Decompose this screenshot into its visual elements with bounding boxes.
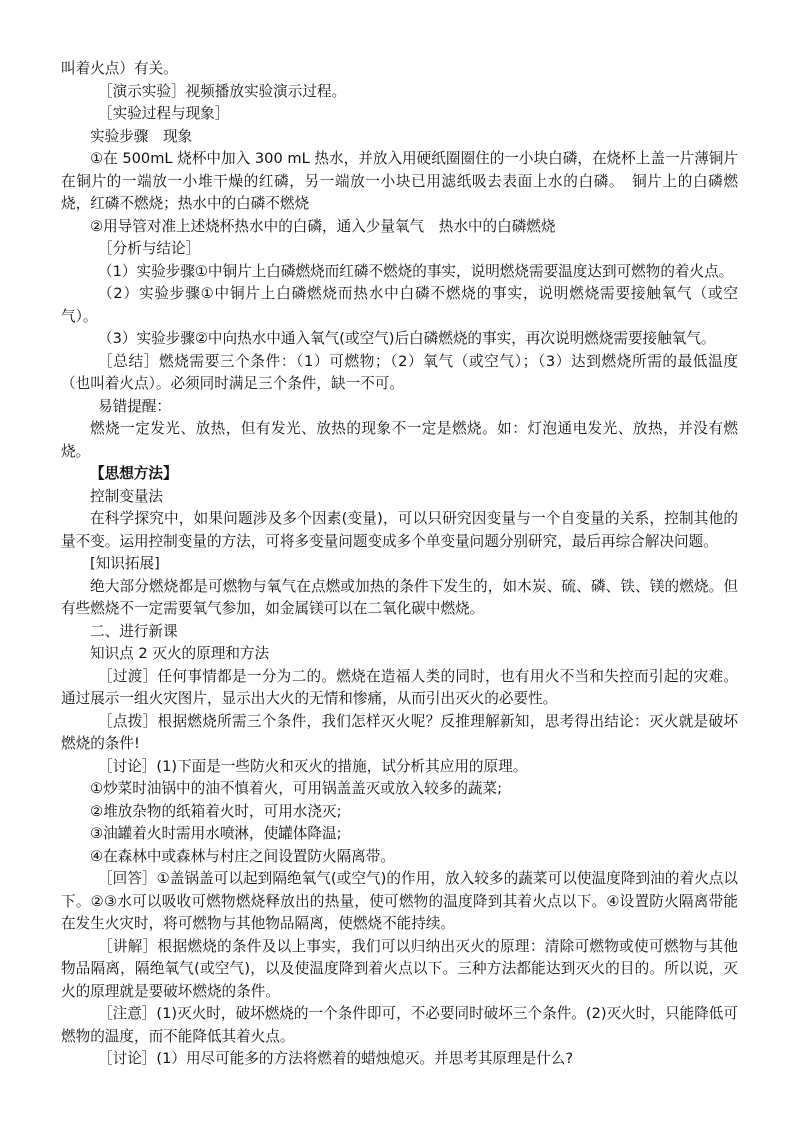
paragraph: ［总结］燃烧需要三个条件：（1）可燃物；（2）氧气（或空气）；（3）达到燃烧所需的最低温度（也叫着火点）。必须同时满足三个条件，缺一不可。 [61,352,738,392]
paragraph: ［点拨］根据燃烧所需三个条件，我们怎样灭火呢？反推理解新知，思考得出结论：灭火就是破坏燃烧的条件! [61,712,738,752]
paragraph: ［注意］(1)灭火时，破坏燃烧的一个条件即可，不必要同时破坏三个条件。(2)灭火时，只能降低可燃物的温度，而不能降低其着火点。 [61,1005,738,1045]
paragraph: ［讨论］(1)下面是一些防火和灭火的措施，试分析其应用的原理。 [98,757,528,775]
list-item: ③油罐着火时需用水喷淋，使罐体降温; [90,825,342,842]
paragraph: ［讨论］(1）用尽可能多的方法将燃着的蜡烛熄灭。并思考其原理是什么? [98,1050,574,1067]
paragraph: （3）实验步骤②中向热水中通入氧气(或空气)后白磷燃烧的事实，再次说明燃烧需要接触氧气。 [98,330,716,347]
paragraph: ［演示实验］视频播放实验演示过程。 [98,82,347,100]
experiment-step: ①在 500mL 烧杯中加入 300 mL 热水，并放入用硬纸圈圈住的一小块白磷，在烧杯上盖一片薄铜片在铜片的一端放一小堆干燥的红磷，另一端放一小块已用滤纸吸去表面上水的白磷。 铜片上的白磷燃烧，红磷不燃烧；热水中的白磷不燃烧 [61,150,738,212]
section-heading: 易错提醒： [98,397,171,415]
paragraph: ［回答］①盖锅盖可以起到隔绝氧气(或空气)的作用，放入较多的蔬菜可以使温度降到油的着火点以下。②③水可以吸收可燃物燃烧释放出的热量，使可燃物的温度降到其着火点以下。④设置防火隔离带能在发生火灾时，将可燃物与其他物品隔离，使燃烧不能持续。 [61,870,738,932]
section-heading: [知识拓展] [90,555,160,572]
paragraph: ［过渡］任何事情都是一分为二的。燃烧在造福人类的同时，也有用火不当和失控而引起的灾难。通过展示一组火灾图片，显示出大火的无情和惨痛，从而引出灭火的必要性。 [61,667,738,707]
table-header: 实验步骤 现象 [90,127,193,145]
paragraph: ［讲解］根据燃烧的条件及以上事实，我们可以归纳出灭火的原理：清除可燃物或使可燃物与其他物品隔离，隔绝氧气(或空气)，以及使温度降到着火点以下。三种方法都能达到灭火的目的。所以说，灭火的原理就是要破坏燃烧的条件。 [61,937,738,1000]
section-heading: 【思想方法】 [90,465,178,482]
paragraph: （1）实验步骤①中铜片上白磷燃烧而红磷不燃烧的事实，说明燃烧需要温度达到可燃物的着火点。 [98,262,734,280]
experiment-step: ②用导管对准上述烧杯热水中的白磷，通入少量氧气 热水中的白磷燃烧 [90,217,556,235]
paragraph: 绝大部分燃烧都是可燃物与氧气在点燃或加热的条件下发生的，如木炭、硫、磷、铁、镁的燃烧。但有些燃烧不一定需要氧气参加，如金属镁可以在二氧化碳中燃烧。 [61,577,738,617]
section-heading: ［分析与结论］ [98,240,201,257]
section-heading: ［实验过程与现象］ [98,105,230,122]
section-heading: 二、进行新课 [90,622,178,640]
paragraph: 叫着火点）有关。 [61,60,178,77]
section-heading: 控制变量法 [90,487,163,505]
list-item: ①炒菜时油锅中的油不慎着火，可用锅盖盖灭或放入较多的蔬菜; [90,780,503,797]
paragraph: （2）实验步骤①中铜片上白磷燃烧而热水中白磷不燃烧的事实，说明燃烧需要接触氧气（或空气）。 [61,285,738,325]
list-item: ④在森林中或森林与村庄之间设置防火隔离带。 [90,847,395,865]
paragraph: 燃烧一定发光、放热，但有发光、放热的现象不一定是燃烧。如：灯泡通电发光、放热，并没有燃烧。 [61,420,738,460]
section-heading: 知识点 2 灭火的原理和方法 [90,645,270,662]
paragraph: 在科学探究中，如果问题涉及多个因素(变量)，可以只研究因变量与一个自变量的关系，控制其他的量不变。运用控制变量的方法，可将多变量问题变成多个单变量问题分别研究，最后再综合解决问题。 [61,510,738,550]
list-item: ②堆放杂物的纸箱着火时，可用水浇灭; [90,802,342,820]
